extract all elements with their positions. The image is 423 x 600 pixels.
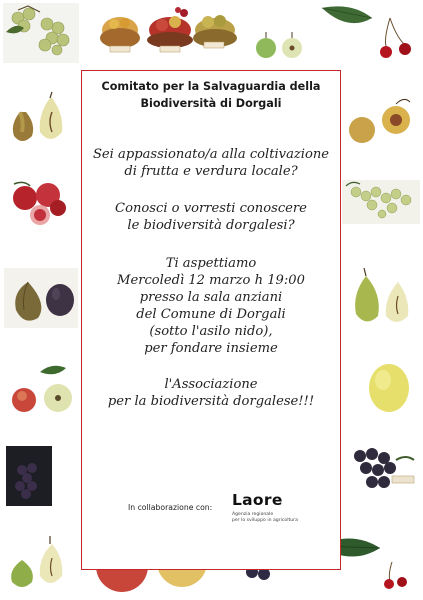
pomegranates-icon: [13, 182, 66, 225]
association-text: [82, 376, 340, 410]
figs-plums-icon: [4, 268, 78, 328]
association-line-1: l'Associazione: [164, 377, 258, 392]
association-line-2: per la biodiversità dorgalese!!!: [107, 394, 315, 409]
invitation-text: [82, 255, 340, 357]
invitation-line-2: Mercoledì 12 marzo h 19:00: [117, 273, 305, 288]
question-cultivation: [82, 146, 340, 180]
apple-halves-icon: [256, 32, 302, 58]
laore-logo: Laore: [232, 491, 283, 509]
invitation-line-5: (sotto l'asilo nido),: [149, 324, 273, 339]
yellow-apple-icon: [369, 364, 409, 412]
question-2-line-1: Conosci o vorresti conoscere: [115, 201, 307, 216]
peach-half-icon: [349, 99, 410, 143]
page-title: [82, 78, 340, 112]
black-grapes-icon: [354, 448, 414, 488]
title-line-1: Comitato per la Salvaguardia della: [101, 80, 321, 93]
invitation-line-3: presso la sala anziani: [139, 290, 283, 305]
invitation-line-6: per fondare insieme: [144, 341, 278, 356]
title-line-2: Biodiversità di Dorgali: [140, 97, 282, 110]
pears-icon: [13, 92, 62, 141]
pear-halves-icon: [11, 536, 62, 587]
grapes-green-icon: [3, 3, 79, 63]
question-1-line-1: Sei appassionato/a alla coltivazione: [92, 147, 330, 162]
announcement-frame: [81, 70, 341, 570]
laore-subtitle-line-2: per lo sviluppo in agricoltura: [232, 517, 298, 523]
question-1-line-2: di frutta e verdura locale?: [124, 164, 298, 179]
fruit-baskets-icon: [100, 7, 237, 52]
leaf-cherries-icon: [322, 6, 411, 58]
question-biodiversity: [82, 200, 340, 234]
laore-subtitle-line-1: Agenzia regionale: [232, 512, 274, 517]
invitation-line-1: Ti aspettiamo: [165, 256, 257, 271]
laore-logo-subtitle: [232, 512, 298, 523]
green-grapes-icon: [342, 180, 420, 224]
invitation-line-4: del Comune di Dorgali: [136, 307, 286, 322]
dark-grapes-icon: [6, 446, 52, 506]
pears-green-icon: [355, 268, 408, 322]
apples-icon: [12, 366, 72, 412]
question-2-line-2: le biodiversità dorgalesi?: [127, 218, 295, 233]
collaboration-label: In collaborazione con:: [128, 503, 213, 512]
